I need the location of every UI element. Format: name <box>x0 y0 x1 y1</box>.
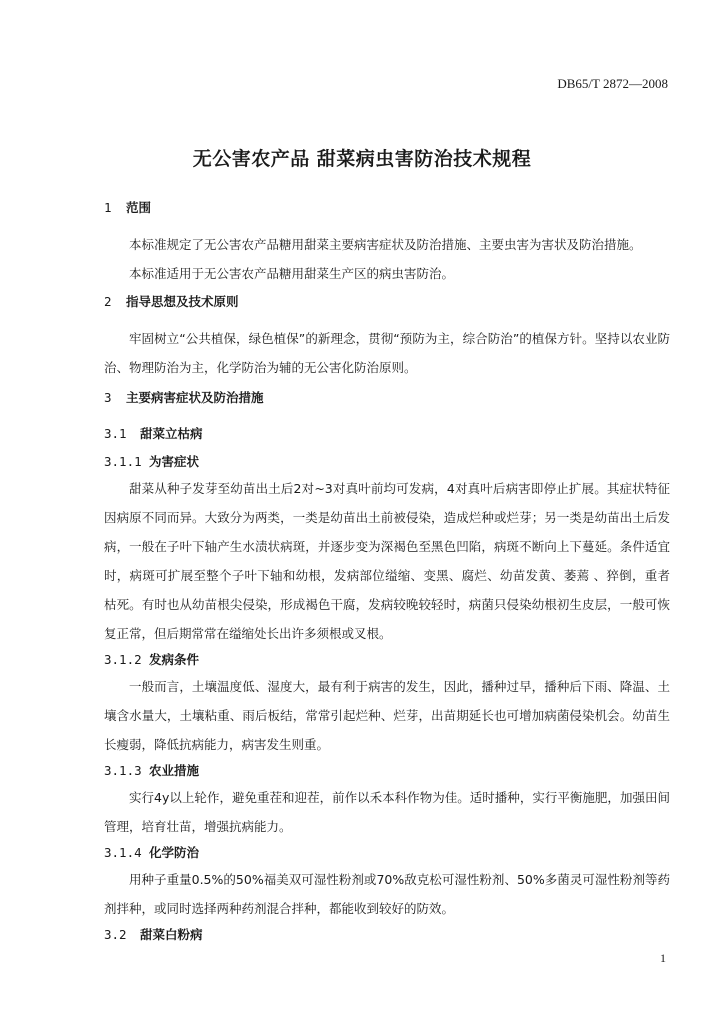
section-title: 农业措施 <box>149 763 200 778</box>
paragraph-conditions: 一般而言，土壤温度低、湿度大，最有利于病害的发生，因此，播种过早，播种后下雨、降温、土壤含水量大，土壤粘重、雨后板结，常常引起烂种、烂芽，出苗期延长也可增加病菌侵染机会。幼苗生长瘦弱，降低抗病能力，病害发生则重。 <box>104 679 670 752</box>
section-heading-3-1-3 <box>104 761 670 779</box>
section-heading-3-2 <box>104 925 670 943</box>
paragraph-agricultural-measures: 实行4y以上轮作，避免重茬和迎茬，前作以禾本科作物为佳。适时播种，实行平衡施肥，加强田间管理，培育壮苗，增强抗病能力。 <box>104 790 670 834</box>
section-title: 发病条件 <box>149 652 200 667</box>
paragraph-guiding-principle: 牢固树立“公共植保，绿色植保”的新理念，贯彻“预防为主，综合防治”的植保方针。坚持以农业防治、物理防治为主，化学防治为辅的无公害化防治原则。 <box>104 331 670 375</box>
page-number: 1 <box>660 951 666 965</box>
paragraph-symptoms: 甜菜从种子发芽至幼苗出土后2对~3对真叶前均可发病，4对真叶后病害即停止扩展。其症状特征因病原不同而异。大致分为两类，一类是幼苗出土前被侵染，造成烂种或烂芽；另一类是幼苗出土后发病，一般在子叶下轴产生水渍状病斑，并逐步变为深褐色至黑色凹陷，病斑不断向上下蔓延。条件适宜时，病斑可扩展至整个子叶下轴和幼根，发病部位缢缩、变黑、腐烂、幼苗发黄、萎蔫 、猝倒，重者枯死。有时也从幼苗根尖侵染，形成褐色干腐，发病较晚较轻时，病菌只侵染幼根初生皮层，一般可恢复正常，但后期常常在缢缩处长出许多须根或叉根。 <box>104 481 670 641</box>
section-heading-3-1 <box>104 424 670 442</box>
section-heading-1 <box>104 198 670 216</box>
paragraph-scope-1: 本标准规定了无公害农产品糖用甜菜主要病害症状及防治措施、主要虫害为害状及防治措施。 <box>129 237 642 252</box>
section-number: 1 <box>104 200 112 215</box>
section-title: 范围 <box>126 200 152 215</box>
section-title: 甜菜立枯病 <box>140 426 203 441</box>
section-title: 指导思想及技术原则 <box>126 294 239 309</box>
section-heading-3-1-2 <box>104 650 670 668</box>
section-heading-3-1-4 <box>104 843 670 861</box>
section-number: 3.2 <box>104 927 127 942</box>
section-number: 3 <box>104 390 112 405</box>
section-number: 3.1 <box>104 426 127 441</box>
paragraph-chemical-control: 用种子重量0.5%的50%福美双可湿性粉剂或70%敌克松可湿性粉剂、50%多菌灵可湿性粉剂等药剂拌种，或同时选择两种药剂混合拌种，都能收到较好的防效。 <box>104 872 670 916</box>
document-title: 无公害农产品 甜菜病虫害防治技术规程 <box>192 148 532 170</box>
section-heading-2 <box>104 292 670 310</box>
standard-code: DB65/T 2872—2008 <box>557 76 668 91</box>
section-number: 3.1.3 <box>104 763 142 778</box>
section-heading-3-1-1 <box>104 452 670 470</box>
section-number: 2 <box>104 294 112 309</box>
section-title: 为害症状 <box>149 454 200 469</box>
section-number: 3.1.4 <box>104 845 142 860</box>
section-title: 化学防治 <box>149 845 200 860</box>
section-title: 甜菜白粉病 <box>140 927 203 942</box>
document-body <box>104 198 670 943</box>
section-heading-3 <box>104 388 670 406</box>
section-number: 3.1.1 <box>104 454 142 469</box>
section-title: 主要病害症状及防治措施 <box>126 390 264 405</box>
section-number: 3.1.2 <box>104 652 142 667</box>
paragraph-scope-2: 本标准适用于无公害农产品糖用甜菜生产区的病虫害防治。 <box>129 266 455 281</box>
